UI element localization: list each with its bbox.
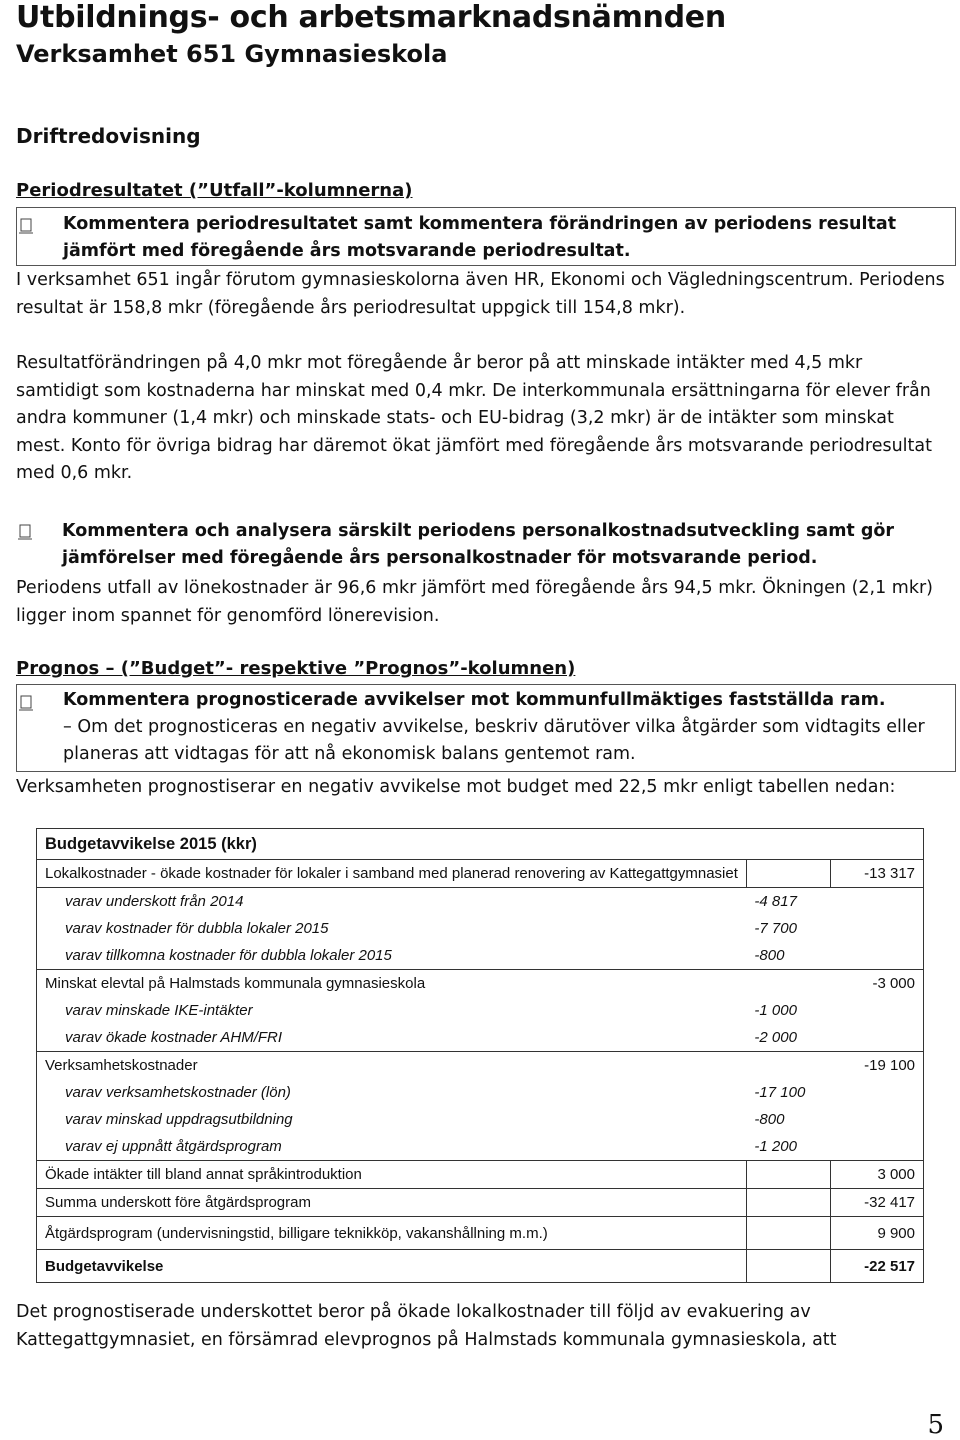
row-label: Verksamhetskostnader [37,1052,747,1080]
paragraph: Verksamheten prognostiserar en negativ avvikelse mot budget med 22,5 mkr enligt tabellen nedan: [16,777,896,797]
budget-deviation-table [36,828,924,1283]
row-value: -3 000 [830,970,923,998]
paragraph: I verksamhet 651 ingår förutom gymnasieskolorna även HR, Ekonomi och Vägledningscentrum. Periodens resultat är 158,8 mkr (föregående års periodresultat uppgick till 154,8 mkr). [16,270,945,318]
prognos-heading: Prognos – (”Budget”- respektive ”Prognos”-kolumnen) [16,658,576,679]
document-subtitle: Verksamhet 651 Gymnasieskola [16,40,448,68]
table-row [37,997,924,1024]
instruction-line: jämförelser med föregående års personalkostnader för motsvarande period. [62,548,818,568]
paragraph: Periodens utfall av lönekostnader är 96,6 mkr jämfört med föregående års 94,5 mkr. Ökningen (2,1 mkr) ligger inom spannet för genomförd lönerevision. [16,578,933,626]
table-row [37,1106,924,1133]
row-label: varav kostnader för dubbla lokaler 2015 [65,920,329,937]
row-label: Ökade intäkter till bland annat språkintroduktion [37,1161,747,1189]
row-label: Minskat elevtal på Halmstads kommunala gymnasieskola [37,970,747,998]
row-label: varav minskad uppdragsutbildning [65,1111,293,1128]
periodresultat-heading: Periodresultatet (”Utfall”-kolumnerna) [16,180,413,201]
row-label: varav tillkomna kostnader för dubbla lokaler 2015 [65,947,392,964]
row-label: Budgetavvikelse [37,1250,747,1283]
row-value: -22 517 [830,1250,923,1283]
instruction-icon [19,695,35,711]
table-row [37,888,924,916]
row-subvalue: -2 000 [754,1029,797,1046]
row-value: -19 100 [830,1052,923,1080]
table-title: Budgetavvikelse 2015 (kkr) [37,829,924,860]
table-row [37,915,924,942]
instruction-line: – Om det prognosticeras en negativ avvikelse, beskriv därutöver vilka åtgärder som vidtagits eller [63,717,925,737]
table-row [37,1161,924,1189]
table-row [37,970,924,998]
table-row [37,1189,924,1217]
row-value: -13 317 [830,860,923,888]
row-subvalue: -7 700 [754,920,797,937]
table-title-row [37,829,924,860]
table-row [37,860,924,888]
table-row [37,1052,924,1080]
instruction-box-personal [16,516,956,573]
table-row [37,942,924,970]
instruction-box-periodresultat [16,207,956,266]
paragraph: Resultatförändringen på 4,0 mkr mot föregående år beror på att minskade intäkter med 4,5 mkr samtidigt som kostnaderna har minskat med 0,4 mkr. De interkommunala ersättningarna för elever från andra kommuner (1,4 mkr) och minskade stats- och EU-bidrag (3,2 mkr) är de intäkter som minskat mest. Konto för övriga bidrag har däremot ökat jämfört med föregående års motsvarande periodresultat med 0,6 mkr. [16,353,932,483]
row-subvalue: -17 100 [754,1084,806,1101]
row-label: varav underskott från 2014 [65,893,244,910]
section-heading: Driftredovisning [16,124,201,148]
instruction-box-prognos [16,684,956,772]
page-number: 5 [927,1410,944,1440]
row-value: 3 000 [830,1161,923,1189]
row-value: -32 417 [830,1189,923,1217]
instruction-line: jämfört med föregående års motsvarande periodresultat. [63,241,631,261]
row-subvalue: -1 000 [754,1002,797,1019]
row-label: varav verksamhetskostnader (lön) [65,1084,291,1101]
document-title: Utbildnings- och arbetsmarknadsnämnden [16,0,726,35]
instruction-line: Kommentera och analysera särskilt periodens personalkostnadsutveckling samt gör [62,521,895,541]
table-row [37,1024,924,1052]
row-label: Lokalkostnader - ökade kostnader för lokaler i samband med planerad renovering av Kattegattgymnasiet [37,860,747,888]
row-subvalue: -800 [754,947,785,964]
instruction-icon [19,218,35,234]
row-label: Åtgärdsprogram (undervisningstid, billigare teknikköp, vakanshållning m.m.) [37,1217,747,1250]
instruction-line: Kommentera prognosticerade avvikelser mot kommunfullmäktiges fastställda ram. [63,690,886,710]
row-label: Summa underskott före åtgärdsprogram [37,1189,747,1217]
row-subvalue: -1 200 [754,1138,797,1155]
row-label: varav ej uppnått åtgärdsprogram [65,1138,282,1155]
table-row [37,1217,924,1250]
table-row [37,1079,924,1106]
instruction-line: Kommentera periodresultatet samt kommentera förändringen av periodens resultat [63,214,897,234]
table-row [37,1133,924,1161]
row-value: 9 900 [830,1217,923,1250]
instruction-line: planeras att vidtagas för att nå ekonomisk balans gentemot ram. [63,744,636,764]
table-total-row [37,1250,924,1283]
instruction-icon [18,524,34,540]
row-label: varav minskade IKE-intäkter [65,1002,253,1019]
paragraph: Det prognostiserade underskottet beror på ökade lokalkostnader till följd av evakuering av Kattegattgymnasiet, en försämrad elevprognos på Halmstads kommunala gymnasieskola, att [16,1302,837,1350]
row-subvalue: -4 817 [754,893,797,910]
row-label: varav ökade kostnader AHM/FRI [65,1029,283,1046]
row-subvalue: -800 [754,1111,785,1128]
